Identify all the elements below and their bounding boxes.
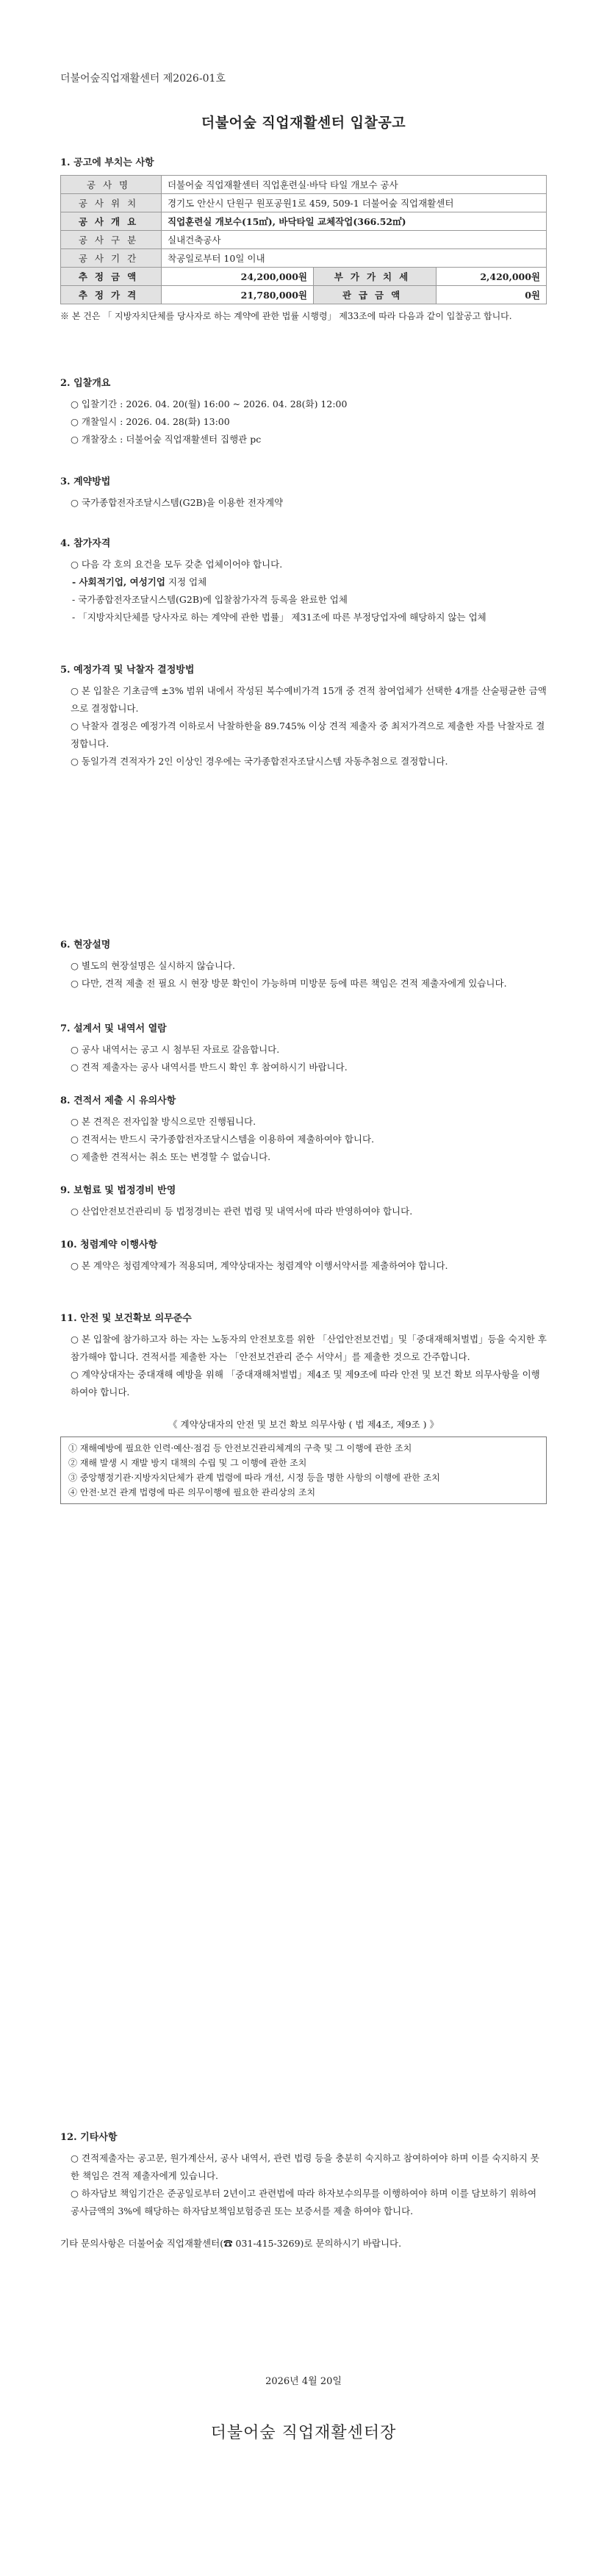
row-value: 더불어숲 직업재활센터 직업훈련실·바닥 타일 개보수 공사 (162, 176, 547, 194)
bid-info-table (60, 175, 547, 304)
section-9 (60, 1184, 547, 1220)
section-7 (60, 1022, 547, 1076)
row-value: 경기도 안산시 단원구 원포공원1로 459, 509-1 더불어숲 직업재활센터 (162, 194, 547, 212)
contact-line: 기타 문의사항은 더불어숲 직업재활센터(☎ 031-415-3269)로 문의하시기 바랍니다. (60, 2238, 402, 2249)
list-item: ○ 다음 각 호의 요건을 모두 갖춘 업체이어야 합니다. (71, 559, 283, 570)
section-8-heading: 8. 견적서 제출 시 유의사항 (60, 1095, 176, 1106)
row-label: 공사구분 (61, 231, 162, 249)
list-item: ○ 개찰일시 : 2026. 04. 28(화) 13:00 (71, 416, 230, 427)
vat-label: 부가가치세 (314, 268, 437, 286)
obligations-box (60, 1437, 547, 1504)
list-item: ○ 본 입찰은 기초금액 ±3% 범위 내에서 작성된 복수예비가격 15개 중 견적 참여업체가 선택한 4개를 산술평균한 금액으로 결정합니다. (71, 685, 547, 714)
list-item: ○ 산업안전보건관리비 등 법정경비는 관련 법령 및 내역서에 따라 반영하여야 합니다. (71, 1206, 413, 1217)
section-1-heading: 1. 공고에 부치는 사항 (60, 157, 154, 168)
vat-value: 2,420,000원 (437, 268, 547, 286)
row-label: 공사명 (61, 176, 162, 194)
row-value: 직업훈련실 개보수(15㎡), 바닥타일 교체작업(366.52㎡) (162, 212, 547, 231)
table-row (61, 176, 547, 194)
estimated-amount-label: 추정금액 (61, 268, 162, 286)
row-label: 공사기간 (61, 249, 162, 268)
section-3-heading: 3. 계약방법 (60, 476, 111, 487)
list-item: ○ 입찰기간 : 2026. 04. 20(월) 16:00 ~ 2026. 04. 28(화) 12:00 (71, 398, 348, 409)
list-item: ○ 본 견적은 전자입찰 방식으로만 진행됩니다. (71, 1116, 256, 1127)
estimated-amount-value: 24,200,000원 (162, 268, 314, 286)
list-item: ○ 제출한 견적서는 취소 또는 변경할 수 없습니다. (71, 1151, 271, 1162)
section-5-heading: 5. 예정가격 및 낙찰자 결정방법 (60, 665, 195, 676)
list-item: ○ 견적서는 반드시 국가종합전자조달시스템을 이용하여 제출하여야 합니다. (71, 1134, 375, 1145)
section-10 (60, 1238, 547, 1275)
table-row (61, 194, 547, 212)
list-item (60, 573, 547, 591)
obligations-caption: 《 계약상대자의 안전 및 보건 확보 의무사항 ( 법 제4조, 제9조 ) 》 (168, 1419, 439, 1430)
qualification-rest: 지정 업체 (165, 576, 207, 587)
section-12 (60, 2130, 547, 2253)
estimated-price-label: 추정가격 (61, 286, 162, 304)
section-1 (60, 156, 547, 323)
row-value: 착공일로부터 10일 이내 (162, 249, 547, 268)
section-10-heading: 10. 청렴계약 이행사항 (60, 1239, 158, 1251)
list-item: ○ 견적 제출자는 공사 내역서를 반드시 확인 후 참여하시기 바랍니다. (71, 1062, 348, 1073)
table-row (61, 249, 547, 268)
list-item: ② 재해 발생 시 재발 방지 대책의 수립 및 그 이행에 관한 조치 (68, 1458, 307, 1468)
list-item: ○ 국가종합전자조달시스템(G2B)을 이용한 전자계약 (71, 497, 284, 508)
section-4 (60, 537, 547, 626)
estimated-price-value: 21,780,000원 (162, 286, 314, 304)
list-item: - 「지방자치단체를 당사자로 하는 계약에 관한 법률」 제31조에 따른 부정당업자에 해당하지 않는 업체 (72, 612, 486, 623)
list-item: ③ 중앙행정기관·지방자치단체가 관계 법령에 따라 개선, 시정 등을 명한 사항의 이행에 관한 조치 (68, 1473, 440, 1483)
signer-name: 더불어숲 직업재활센터장 (210, 2424, 397, 2442)
section-9-heading: 9. 보험료 및 법정경비 반영 (60, 1185, 176, 1196)
section-6-heading: 6. 현장설명 (60, 940, 111, 951)
section-2 (60, 376, 547, 448)
section-12-heading: 12. 기타사항 (60, 2132, 118, 2143)
list-item: ○ 별도의 현장설명은 실시하지 않습니다. (71, 960, 235, 971)
list-item: ○ 개찰장소 : 더불어숲 직업재활센터 집행관 pc (71, 434, 262, 445)
section-11 (60, 1312, 547, 1504)
section-6 (60, 938, 547, 992)
list-item: ○ 하자담보 책임기간은 준공일로부터 2년이고 관련법에 따라 하자보수의무를 이행하여야 하며 이를 담보하기 위하여 공사금액의 3%에 해당하는 하자담보책임보험증권 또는 보증서를 제출 하여야 합니다. (71, 2188, 537, 2217)
section-5 (60, 663, 547, 770)
row-label: 공사위치 (61, 194, 162, 212)
document-title: 더불어숲 직업재활센터 입찰공고 (201, 115, 406, 131)
section-7-heading: 7. 설계서 및 내역서 열람 (60, 1023, 167, 1034)
table-row (61, 212, 547, 231)
table-row (61, 286, 547, 304)
table-row (61, 268, 547, 286)
document-number: 더불어숲직업재활센터 제2026-01호 (60, 73, 226, 85)
section-4-heading: 4. 참가자격 (60, 538, 111, 549)
row-value: 실내건축공사 (162, 231, 547, 249)
list-item: ○ 본 계약은 청렴계약제가 적용되며, 계약상대자는 청렴계약 이행서약서를 제출하여야 합니다. (71, 1260, 448, 1271)
table-row (61, 231, 547, 249)
qualification-bold: - 사회적기업, 여성기업 (72, 576, 165, 587)
announcement-date: 2026년 4월 20일 (265, 2376, 342, 2387)
row-label: 공사개요 (61, 212, 162, 231)
government-amount-value: 0원 (437, 286, 547, 304)
section-11-heading: 11. 안전 및 보건확보 의무준수 (60, 1313, 192, 1324)
list-item: ○ 다만, 견적 제출 전 필요 시 현장 방문 확인이 가능하며 미방문 등에 따른 책임은 견적 제출자에게 있습니다. (71, 978, 507, 989)
section-8 (60, 1094, 547, 1166)
government-amount-label: 관급금액 (314, 286, 437, 304)
list-item: ④ 안전·보건 관계 법령에 따른 의무이행에 필요한 관리상의 조치 (68, 1487, 316, 1498)
section-3 (60, 475, 547, 512)
list-item: ○ 공사 내역서는 공고 시 첨부된 자료로 갈음합니다. (71, 1044, 280, 1055)
list-item: ○ 계약상대자는 중대재해 예방을 위해 「중대재해처벌법」제4조 및 제9조에 따라 안전 및 보건 확보 의무사항을 이행하여야 합니다. (71, 1369, 540, 1398)
list-item: ○ 낙찰자 결정은 예정가격 이하로서 낙찰하한율 89.745% 이상 견적 제출자 중 최저가격으로 제출한 자를 낙찰자로 결정합니다. (71, 720, 545, 749)
legal-note: ※ 본 건은 「 지방자치단체를 당사자로 하는 계약에 관한 법률 시행령」 제33조에 따라 다음과 같이 입찰공고 합니다. (60, 311, 512, 321)
list-item: ○ 견적제출자는 공고문, 원가계산서, 공사 내역서, 관련 법령 등을 충분히 숙지하고 참여하여야 하며 이를 숙지하지 못한 책임은 견적 제출자에게 있습니다. (71, 2153, 539, 2181)
list-item: ① 재해예방에 필요한 인력·예산·점검 등 안전보건관리체계의 구축 및 그 이행에 관한 조치 (68, 1443, 412, 1453)
list-item: ○ 본 입찰에 참가하고자 하는 자는 노동자의 안전보호를 위한 「산업안전보건법」및「중대재해처벌법」등을 숙지한 후 참가해야 합니다. 견적서를 제출한 자는 「안전보건관리 준수 서약서」를 제출한 것으로 간주합니다. (71, 1334, 547, 1362)
list-item: - 국가종합전자조달시스템(G2B)에 입찰참가자격 등록을 완료한 업체 (72, 594, 348, 605)
section-2-heading: 2. 입찰개요 (60, 378, 111, 389)
list-item: ○ 동일가격 견적자가 2인 이상인 경우에는 국가종합전자조달시스템 자동추첨으로 결정합니다. (71, 756, 448, 767)
